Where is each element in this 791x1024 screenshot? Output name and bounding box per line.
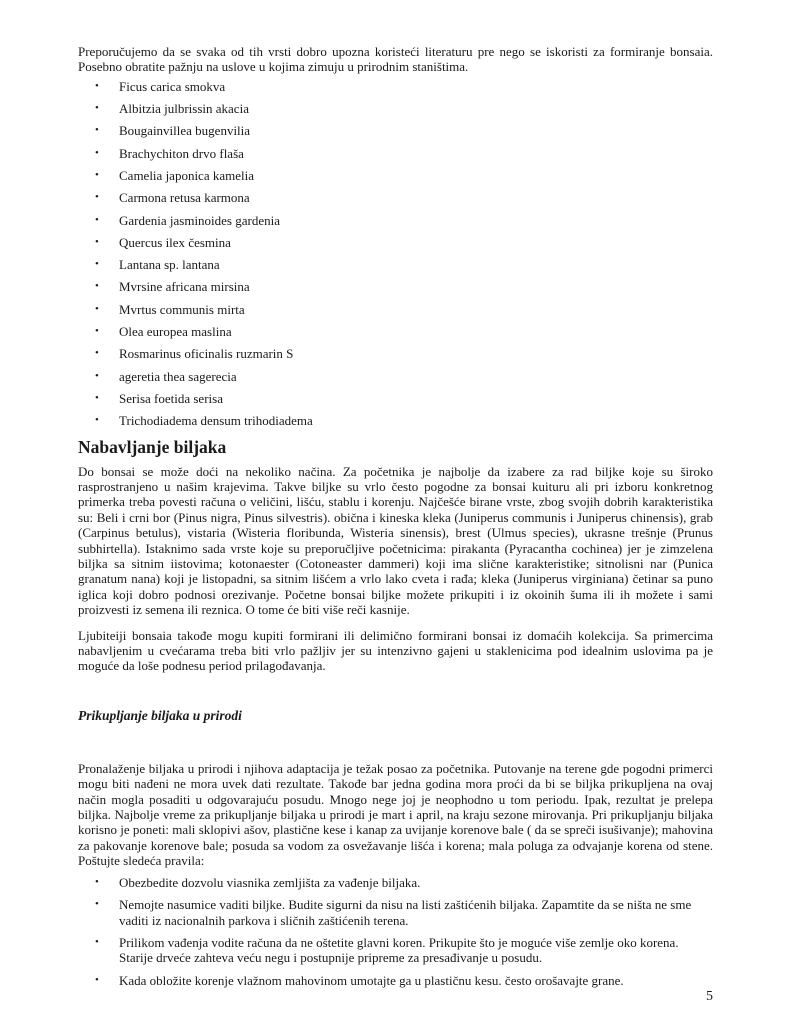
list-item [78, 369, 713, 391]
list-item [78, 413, 713, 435]
list-item [78, 257, 713, 279]
list-item [78, 213, 713, 235]
bullet: • [95, 369, 99, 382]
bullet: • [95, 973, 99, 986]
list-item-text: Gardenia jasminoides gardenia [119, 212, 280, 228]
list-item-text: Bougainvillea bugenvilia [119, 123, 251, 139]
bullet: • [95, 191, 99, 204]
list-item-text: Kada obložite korenje vlažnom mahovinom umotajte ga u plastičnu kesu. često orošavajte grane. [119, 972, 624, 988]
bullet: • [95, 898, 99, 911]
list-item-text: Lantana sp. lantana [119, 257, 220, 273]
list-item-text: Prilikom vađenja vodite računa da ne oštetite glavni koren. Prikupite što je moguće više zemlje oko korena. Starije drveće zahteva veću negu i postupnije pripreme za presađivanje u posudu. [119, 934, 679, 966]
body-paragraph: Pronalaženje biljaka u prirodi i njihova adaptacija je težak posao za početnika. Putovanje na terene gde pogodni primerci mogu biti nađeni ne mora uvek dati rezultate. Takođe bar jedna godina mora proći da bi se biljka prikupljena na ovaj način mogla posaditi u odgovarajuću posudu. Mnogo nege joj je neophodno u tom periodu. Ipak, rezultat je prelepa biljka. Najbolje vreme za prikupljanje biljaka u prirodi je mart i april, na kraju sezone mirovanja. Pri prikupljanju biljaka korisno je poneti: mali sklopivi ašov, plastične kese i kanap za uvijanje korenove bale ( da se spreči isušivanje); mahovina za pakovanje korenove bale; posuda sa vodom za osvežavanje lišća i korena; mala poluga za odvajanje korena od stene. Poštujte sledeća pravila: [78, 760, 713, 869]
bullet: • [95, 302, 99, 315]
bullet: • [95, 325, 99, 338]
list-item-text: Brachychiton drvo flaša [119, 145, 244, 161]
list-item-text: Olea europea maslina [119, 324, 232, 340]
bullet: • [95, 258, 99, 271]
list-item [78, 391, 713, 413]
list-item-text: Carmona retusa karmona [119, 190, 250, 206]
list-item [78, 101, 713, 123]
list-item-text: Rosmarinus oficinalis ruzmarin S [119, 346, 294, 362]
bullet: • [95, 235, 99, 248]
page-number: 5 [706, 989, 713, 1004]
list-item-text: Mvrtus communis mirta [119, 301, 245, 317]
list-item [78, 190, 713, 212]
rules-list [78, 875, 713, 988]
bullet: • [95, 102, 99, 115]
list-item [78, 123, 713, 145]
list-item [78, 168, 713, 190]
species-list [78, 79, 713, 436]
list-item [78, 973, 713, 988]
list-item-text: Nemojte nasumice vaditi biljke. Budite sigurni da nisu na listi zaštićenih biljaka. Zapamtite da se ništa ne sme vaditi iz nacionalnih parkova i sličnih zaštićenih terena. [119, 897, 692, 928]
list-item [78, 279, 713, 301]
subsection-heading: Prikupljanje biljaka u prirodi [78, 707, 242, 723]
bullet: • [95, 875, 99, 888]
list-item-text: Obezbedite dozvolu viasnika zemljišta za vađenje biljaka. [119, 874, 421, 890]
bullet: • [95, 146, 99, 159]
list-item-text: ageretia thea sagerecia [119, 368, 237, 384]
list-item [78, 346, 713, 368]
list-item [78, 235, 713, 257]
list-item [78, 897, 713, 928]
list-item [78, 935, 713, 966]
document-page [78, 44, 713, 995]
list-item-text: Camelia japonica kamelia [119, 168, 254, 183]
bullet: • [95, 414, 99, 427]
bullet: • [95, 280, 99, 293]
bullet: • [95, 391, 99, 404]
bullet: • [95, 79, 99, 92]
list-item [78, 302, 713, 324]
list-item-text: Mvrsine africana mirsina [119, 279, 250, 295]
list-item [78, 875, 713, 890]
body-paragraph: Do bonsai se može doći na nekoliko načina. Za početnika je najbolje da izabere za rad biljke koje su široko rasprostranjeno u našim krajevima. Takve biljke su vrlo često pogodne za bonsai kuituru ali pri izboru konkretnog primerka treba povesti računa o veličini, lišću, stablu i korenju. Najčešće birane vrste, zbog svojih dobrih karakteristika su: Beli i crni bor (Pinus nigra, Pinus silvestris). obična i kineska kleka (Juniperus communis i Juniperus chinensis), grab (Carpinus betulus), vistaria (Wisteria floribunda, Wisteria sinensis), brest (Ulmus species), ukrasne trešnje (Prunus subhirtella). Istaknimo sada vrste koje su preporučljive početnicima: pirakanta (Pyracantha cochinea) jer je zimzelena biljka sa sitnim iistovima; kotonaester (Cotoneaster dammeri) koji ima slične karakteristike; sitnolisni nar (Punica granatum nana) koji je listopadni, sa sitnim lišćem a vrlo lako cveta i rađa; kleka (Juniperus virginiana) četinar sa puno iglica koji dobro podnosi orezivanje. Početne bonsai biljke možete prikupiti i iz okoinih šuma ili ih možete i sami proizvesti iz semena ili reznica. O tome će biti više reči kasnije. [78, 463, 713, 618]
intro-paragraph: Preporučujemo da se svaka od tih vrsti dobro upozna koristeći literaturu pre nego se iskoristi za formiranje bonsaia. Posebno obratite pažnju na uslove u kojima zimuju u prirodnim staništima. [78, 44, 713, 75]
bullet: • [95, 124, 99, 137]
list-item-text: Quercus ilex česmina [119, 234, 231, 250]
bullet: • [95, 213, 99, 226]
list-item-text: Albitzia julbrissin akacia [119, 101, 249, 117]
section-heading: Nabavljanje biljaka [78, 436, 227, 457]
body-paragraph: Ljubiteiji bonsaia takođe mogu kupiti formirani ili delimično formirani bonsai iz domaćih kolekcija. Sa primercima nabavljenim u cvećarama treba biti vrlo pažljiv jer su intenzivno gajeni u staklenicima pod idealnim uslovima pa je moguće da loše podnesu period prilagođavanja. [78, 627, 713, 674]
list-item [78, 79, 713, 101]
list-item-text: Serisa foetida serisa [119, 390, 223, 406]
list-item [78, 324, 713, 346]
bullet: • [95, 347, 99, 360]
bullet: • [95, 169, 99, 181]
bullet: • [95, 935, 99, 948]
list-item-text: Ficus carica smokva [119, 78, 226, 94]
list-item [78, 146, 713, 168]
list-item-text: Trichodiadema densum trihodiadema [119, 413, 313, 429]
